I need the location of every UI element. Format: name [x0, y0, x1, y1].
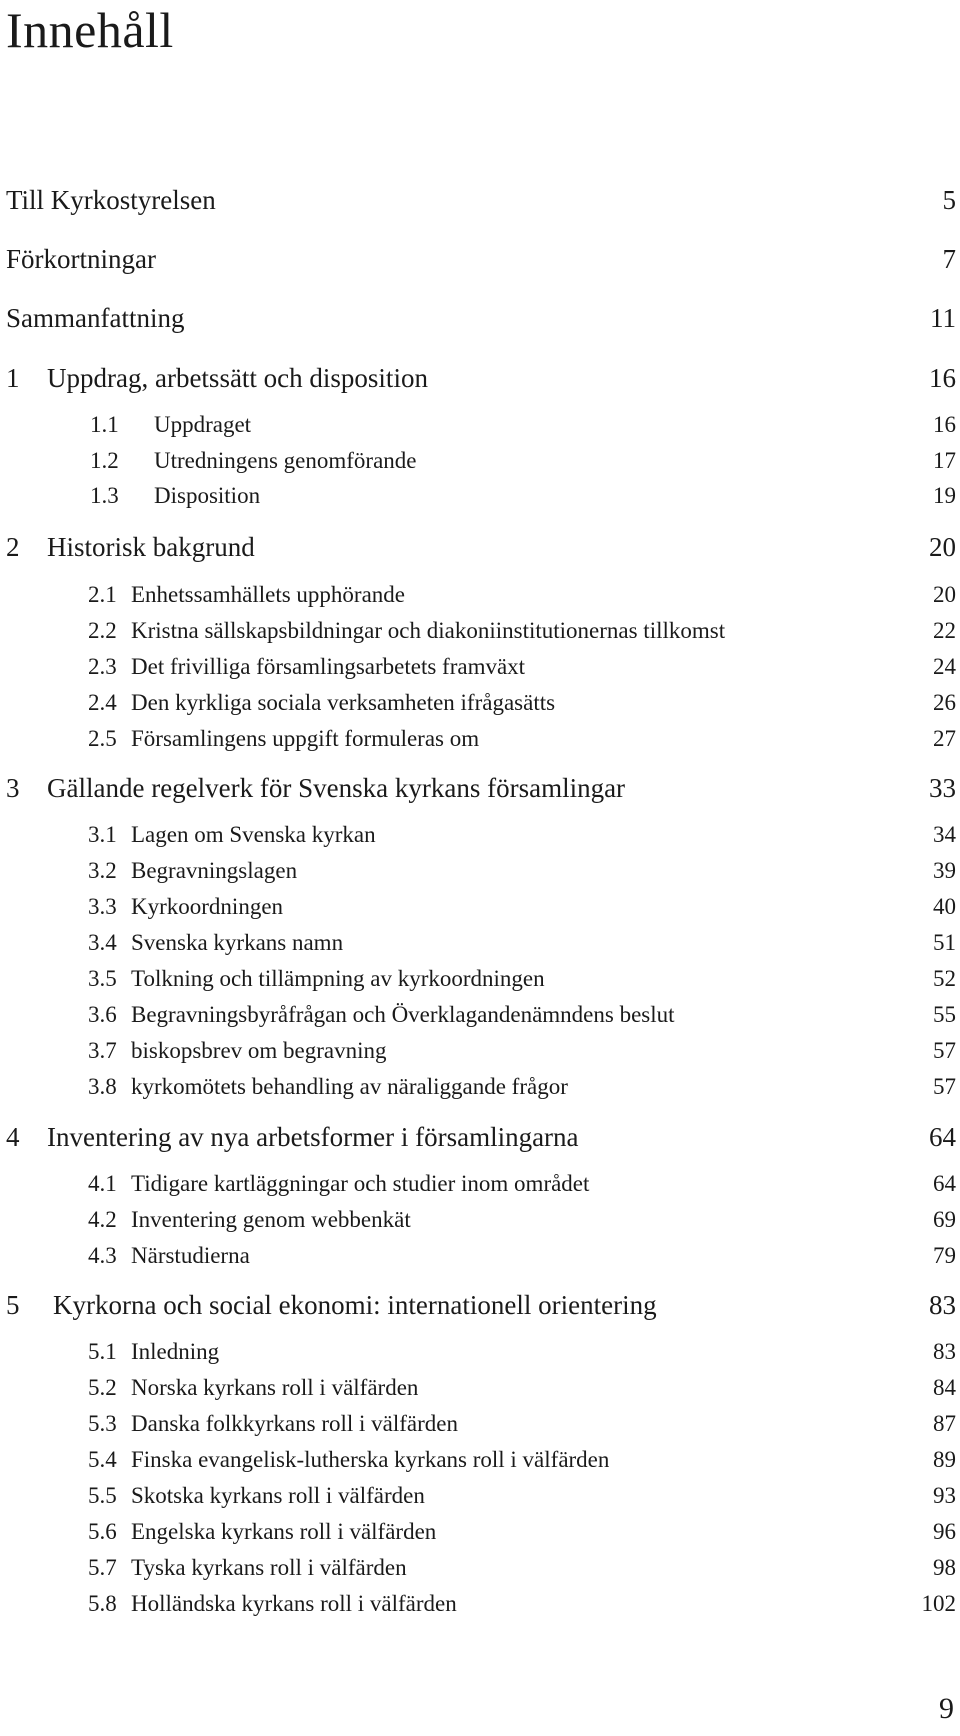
toc-section-number: 5.1: [88, 1339, 117, 1364]
toc-section-label: biskopsbrev om begravning: [131, 1038, 387, 1063]
toc-chapter-label: Kyrkorna och social ekonomi: internationell orientering: [53, 1290, 657, 1320]
toc-chapter-page: 64: [929, 1122, 956, 1152]
toc-chapter[interactable]: [0, 531, 958, 563]
toc-section[interactable]: [0, 1369, 958, 1401]
toc-section[interactable]: [0, 1405, 958, 1437]
toc-section-page: 27: [933, 726, 956, 751]
toc-section[interactable]: [0, 888, 958, 920]
toc-section-label: Kyrkoordningen: [131, 894, 284, 919]
toc-section-page: 89: [933, 1447, 956, 1472]
toc-chapter[interactable]: [0, 772, 958, 804]
toc-section-number: 3.4: [88, 930, 117, 955]
toc-section-number: 5.5: [88, 1483, 117, 1508]
toc-section[interactable]: [0, 1333, 958, 1365]
toc-section[interactable]: [0, 1201, 958, 1233]
toc-section[interactable]: [0, 996, 958, 1028]
toc-section-label: Närstudierna: [131, 1243, 250, 1268]
toc-section[interactable]: [0, 1068, 958, 1100]
toc-section-page: 24: [933, 654, 956, 679]
toc-chapter-page: 16: [929, 363, 956, 393]
toc-section-page: 16: [933, 412, 956, 437]
toc-entry-page: 11: [930, 303, 956, 333]
toc-section-page: 87: [933, 1411, 956, 1436]
toc-section-page: 79: [933, 1243, 956, 1268]
toc-chapter[interactable]: [0, 1289, 958, 1321]
toc-entry-label: Till Kyrkostyrelsen: [6, 185, 216, 215]
toc-section-label: Svenska kyrkans namn: [131, 930, 344, 955]
toc-section-label: Inledning: [131, 1339, 220, 1364]
toc-section-number: 3.8: [88, 1074, 117, 1099]
toc-chapter-page: 20: [929, 532, 956, 562]
toc-section-number: 3.3: [88, 894, 117, 919]
toc-section-number: 4.2: [88, 1207, 117, 1232]
toc-section-label: Det frivilliga församlingsarbetets framväxt: [131, 654, 526, 679]
toc-chapter-label: Inventering av nya arbetsformer i församlingarna: [47, 1122, 579, 1152]
toc-section-label: Församlingens uppgift formuleras om: [131, 726, 480, 751]
toc-section-number: 2.1: [88, 582, 117, 607]
toc-section-label: Tyska kyrkans roll i välfärden: [131, 1555, 407, 1580]
toc-section-number: 2.4: [88, 690, 117, 715]
toc-section[interactable]: [0, 576, 958, 608]
toc-entry-label: Sammanfattning: [6, 303, 185, 333]
toc-section-label: kyrkomötets behandling av näraliggande frågor: [131, 1074, 568, 1099]
toc-section-number: 4.3: [88, 1243, 117, 1268]
toc-section-label: Lagen om Svenska kyrkan: [131, 822, 376, 847]
toc-chapter[interactable]: [0, 362, 958, 394]
toc-section[interactable]: [0, 1477, 958, 1509]
page-title: Innehåll: [6, 2, 174, 58]
toc-section[interactable]: [0, 1513, 958, 1545]
toc-section-page: 55: [933, 1002, 956, 1027]
toc-section-page: 64: [933, 1171, 956, 1196]
toc-section-page: 26: [933, 690, 956, 715]
toc-section[interactable]: [0, 684, 958, 716]
toc-chapter-number: 1: [6, 363, 20, 393]
toc-section-label: Enhetssamhällets upphörande: [131, 582, 406, 607]
toc-section-label: Begravningslagen: [131, 858, 298, 883]
toc-section-label: Utredningens genomförande: [154, 448, 417, 473]
toc-section-label: Kristna sällskapsbildningar och diakoniinstitutionernas tillkomst: [131, 618, 726, 643]
toc-section-number: 2.5: [88, 726, 117, 751]
toc-section-number: 5.3: [88, 1411, 117, 1436]
toc-section-number: 1.2: [90, 448, 119, 473]
toc-chapter[interactable]: [0, 1121, 958, 1153]
toc-section-number: 3.7: [88, 1038, 117, 1063]
toc-section[interactable]: [0, 960, 958, 992]
toc-section[interactable]: [0, 1032, 958, 1064]
toc-section-label: Begravningsbyråfrågan och Överklagandenämndens beslut: [131, 1002, 675, 1027]
toc-section-label: Finska evangelisk-lutherska kyrkans roll i välfärden: [131, 1447, 610, 1472]
toc-section[interactable]: [0, 648, 958, 680]
toc-section-number: 5.7: [88, 1555, 117, 1580]
toc-section-number: 5.2: [88, 1375, 117, 1400]
toc-section-number: 3.6: [88, 1002, 117, 1027]
toc-section-number: 3.1: [88, 822, 117, 847]
toc-section-label: Tolkning och tillämpning av kyrkoordningen: [131, 966, 545, 991]
toc-section-label: Danska folkkyrkans roll i välfärden: [131, 1411, 459, 1436]
toc-chapter-label: Uppdrag, arbetssätt och disposition: [47, 363, 428, 393]
toc-section-page: 69: [933, 1207, 956, 1232]
toc-section-page: 57: [933, 1074, 956, 1099]
toc-section-page: 98: [933, 1555, 956, 1580]
toc-section[interactable]: [0, 442, 958, 474]
toc-section-page: 52: [933, 966, 956, 991]
toc-section-page: 17: [933, 448, 956, 473]
toc-section-page: 34: [933, 822, 956, 847]
toc-section-number: 5.6: [88, 1519, 117, 1544]
toc-chapter-page: 83: [929, 1290, 956, 1320]
toc-section-number: 2.3: [88, 654, 117, 679]
toc-chapter-label: Historisk bakgrund: [47, 532, 255, 562]
toc-section-label: Uppdraget: [154, 412, 252, 437]
page-number: 9: [939, 1692, 954, 1725]
toc-section-number: 2.2: [88, 618, 117, 643]
toc-section[interactable]: [0, 816, 958, 848]
toc-section-page: 57: [933, 1038, 956, 1063]
toc-section-label: Den kyrkliga sociala verksamheten ifrågasätts: [131, 690, 556, 715]
toc-section[interactable]: [0, 477, 958, 509]
toc-section-label: Norska kyrkans roll i välfärden: [131, 1375, 419, 1400]
toc-section-number: 3.2: [88, 858, 117, 883]
toc-section-page: 39: [933, 858, 956, 883]
toc-section-number: 5.4: [88, 1447, 117, 1472]
toc-section-label: Holländska kyrkans roll i välfärden: [131, 1591, 457, 1616]
toc-chapter-number: 5: [6, 1290, 20, 1320]
toc-section-label: Engelska kyrkans roll i välfärden: [131, 1519, 437, 1544]
toc-section[interactable]: [0, 924, 958, 956]
toc-section-page: 20: [933, 582, 956, 607]
toc-section-label: Skotska kyrkans roll i välfärden: [131, 1483, 425, 1508]
toc-section[interactable]: [0, 1165, 958, 1197]
toc-section-number: 1.3: [90, 483, 119, 508]
toc-section-label: Disposition: [154, 483, 261, 508]
toc-section-page: 51: [933, 930, 956, 955]
toc-entry-page: 5: [942, 185, 956, 215]
toc-chapter-page: 33: [929, 773, 956, 803]
toc-section-label: Tidigare kartläggningar och studier inom området: [131, 1171, 590, 1196]
toc-section-page: 102: [921, 1591, 956, 1616]
toc-chapter-number: 2: [6, 532, 20, 562]
toc-section[interactable]: [0, 1237, 958, 1269]
toc-chapter-number: 4: [6, 1122, 20, 1152]
toc-section[interactable]: [0, 612, 958, 644]
toc-section-number: 3.5: [88, 966, 117, 991]
toc-entry[interactable]: [0, 184, 958, 216]
toc-chapter-label: Gällande regelverk för Svenska kyrkans församlingar: [47, 773, 626, 803]
toc-section-page: 19: [933, 483, 956, 508]
toc-section-label: Inventering genom webbenkät: [131, 1207, 411, 1232]
toc-section[interactable]: [0, 1441, 958, 1473]
toc-section-page: 83: [933, 1339, 956, 1364]
toc-section-page: 96: [933, 1519, 956, 1544]
toc-section-page: 93: [933, 1483, 956, 1508]
toc-section-page: 22: [933, 618, 956, 643]
toc-section-number: 4.1: [88, 1171, 117, 1196]
toc-section-number: 1.1: [90, 412, 119, 437]
toc-section[interactable]: [0, 1549, 958, 1581]
toc-entry[interactable]: [0, 243, 958, 275]
toc-section[interactable]: [0, 852, 958, 884]
toc-section-number: 5.8: [88, 1591, 117, 1616]
toc-entry[interactable]: [0, 302, 958, 334]
toc-section[interactable]: [0, 406, 958, 438]
toc-section-page: 84: [933, 1375, 956, 1400]
toc-chapter-number: 3: [6, 773, 20, 803]
toc-section[interactable]: [0, 1585, 958, 1617]
toc-entry-page: 7: [942, 244, 956, 274]
toc-entry-label: Förkortningar: [6, 244, 156, 274]
toc-section-page: 40: [933, 894, 956, 919]
toc-section[interactable]: [0, 720, 958, 752]
